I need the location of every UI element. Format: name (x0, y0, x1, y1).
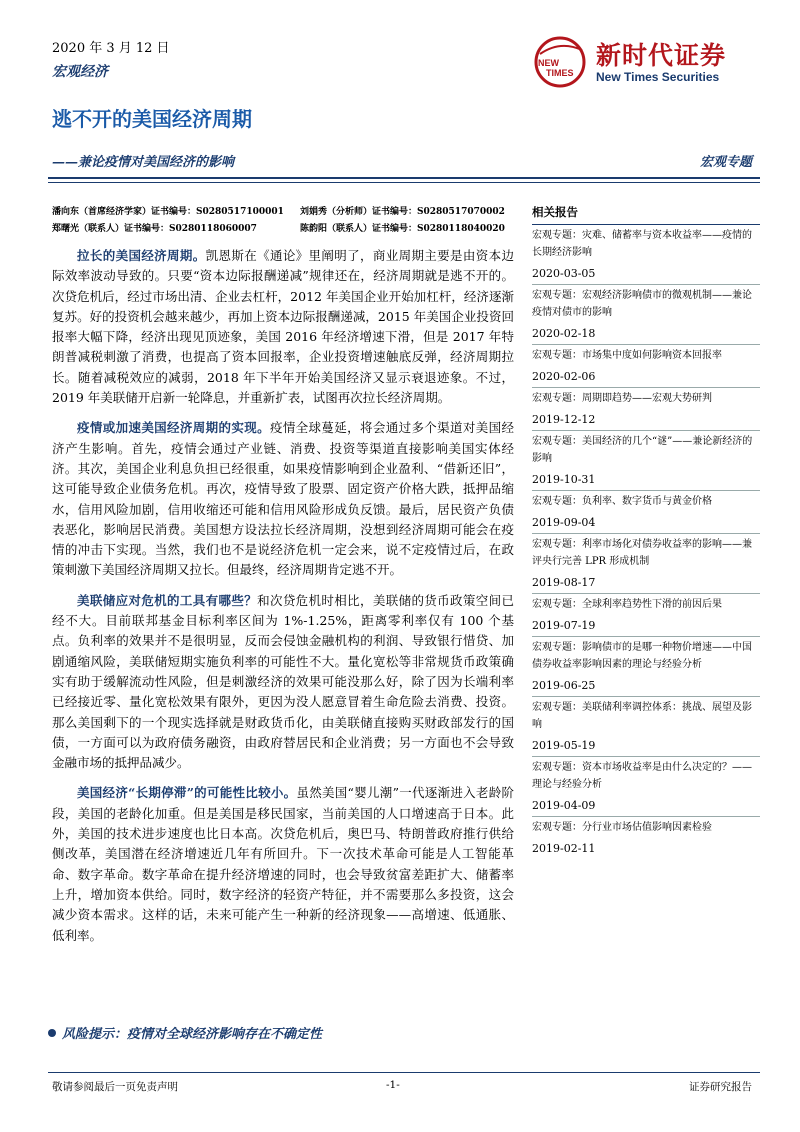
footer-divider (48, 1072, 760, 1073)
risk-label: 风险提示： (62, 1027, 128, 1042)
related-report-date: 2020-02-18 (532, 327, 596, 340)
related-report-item[interactable] (532, 756, 760, 816)
report-type-tag: 宏观专题 (699, 155, 752, 170)
author-3: 郑曙光（联系人）证书编号：S0280118060007 (52, 224, 257, 234)
related-report-date: 2019-12-12 (532, 413, 596, 426)
related-report-item[interactable] (532, 593, 760, 636)
footer-disclaimer: 敬请参阅最后一页免责声明 (52, 1081, 178, 1093)
brand-name-en: New Times Securities (596, 70, 720, 84)
risk-warning (48, 1023, 322, 1042)
header-divider (48, 177, 760, 179)
related-report-item[interactable] (532, 490, 760, 533)
paragraph-3-lead: 美联储应对危机的工具有哪些？ (77, 592, 258, 608)
paragraph-1-lead: 拉长的美国经济周期。 (77, 248, 206, 263)
related-report-title[interactable]: 宏观专题：负利率、数字货币与黄金价格 (532, 496, 712, 507)
author-block (52, 204, 512, 238)
related-report-item[interactable] (532, 816, 760, 859)
report-subtitle: ——兼论疫情对美国经济的影响 (52, 155, 235, 170)
related-report-date: 2019-05-19 (532, 739, 596, 752)
related-report-item[interactable] (532, 533, 760, 593)
paragraph-3-text: 和次贷危机时相比，美联储的货币政策空间已经不大。目前联邦基金目标利率区间为 1%-1.25%，距离零利率仅有 100 个基点。负利率的效果并不是很明显，反而会侵蚀金融机构的利润、导致银行惜贷、加剧通缩风险，美联储短期实施负利率的可能性不大。量化宽松等非常规货币政策确实有助于缓解流动性风险，但是刺激经济的效果可能没那么好，除了因为长端利率已经接近零、量化宽松效果有限外，更因为没人愿意冒着生命危险去消费、投资。那么美国剩下的一个现实选择就是财政货币化，由美联储直接购买财政部发行的国债，一方面可以为政府债务融资，由政府替居民和企业消费；另一方面也不会导致金融市场的抵押品减少。 (52, 592, 514, 771)
svg-text:TIMES: TIMES (546, 68, 574, 78)
footer-report-type: 证券研究报告 (689, 1081, 752, 1093)
related-report-item[interactable] (532, 284, 760, 344)
svg-text:NEW: NEW (538, 58, 559, 68)
related-reports-sidebar (532, 204, 760, 859)
author-4: 陈韵阳（联系人）证书编号：S0280118040020 (300, 224, 505, 234)
bullet-icon (48, 1029, 56, 1037)
main-body (52, 246, 514, 956)
paragraph-1 (52, 246, 514, 408)
related-report-title[interactable]: 宏观专题：全球利率趋势性下滑的前因后果 (532, 599, 722, 610)
related-report-date: 2019-04-09 (532, 799, 596, 812)
related-report-date: 2020-03-05 (532, 267, 596, 280)
related-report-item[interactable] (532, 344, 760, 387)
header-divider-thin (48, 182, 760, 183)
paragraph-2 (52, 418, 514, 580)
related-report-item[interactable] (532, 636, 760, 696)
related-report-title[interactable]: 宏观专题：美联储利率调控体系：挑战、展望及影响 (532, 702, 752, 730)
related-report-title[interactable]: 宏观专题：灾难、储蓄率与资本收益率——疫情的长期经济影响 (532, 230, 752, 258)
author-1: 潘向东（首席经济学家）证书编号：S0280517100001 (52, 207, 284, 217)
page-number: -1- (386, 1079, 400, 1091)
related-report-date: 2019-02-11 (532, 842, 596, 855)
brand-logo (532, 32, 772, 92)
paragraph-1-text: 凯恩斯在《通论》里阐明了，商业周期主要是由资本边际效率波动导致的。只要“资本边际报酬递减”规律还在，经济周期就是逃不开的。次贷危机后，经过市场出清、企业去杠杆，2012 年美国企业开始加杠杆，经济逐渐复苏。好的投资机会越来越少，再加上资本边际报酬递减，2015 年美国企业投资回报率大幅下降，经济出现见顶迹象，美国 2016 年经济增速下滑，但是 2017 年特朗普减税刺激了消费，也提高了资本回报率，企业投资增速触底反弹，经济周期拉长。随着减税效应的减弱，2018 年下半年开始美国经济又显示衰退迹象。不过，2019 年美联储开启新一轮降息，并重新扩表，试图再次拉长经济周期。 (52, 248, 514, 406)
brand-name-cn: 新时代证券 (596, 41, 727, 70)
report-title: 逃不开的美国经济周期 (52, 107, 252, 131)
report-date: 2020 年 3 月 12 日 (52, 41, 170, 56)
related-report-title[interactable]: 宏观专题：周期即趋势——宏观大势研判 (532, 393, 712, 404)
related-report-date: 2020-02-06 (532, 370, 596, 383)
risk-text: 疫情对全球经济影响存在不确定性 (127, 1027, 323, 1042)
related-report-title[interactable]: 宏观专题：市场集中度如何影响资本回报率 (532, 350, 722, 361)
paragraph-3 (52, 591, 514, 774)
related-report-date: 2019-10-31 (532, 473, 596, 486)
new-times-logo-icon (532, 32, 594, 92)
related-report-title[interactable]: 宏观专题：影响债市的是哪一种物价增速——中国债券收益率影响因素的理论与经验分析 (532, 642, 752, 670)
author-2: 刘娟秀（分析师）证书编号：S0280517070002 (300, 207, 505, 217)
related-report-item[interactable] (532, 387, 760, 430)
related-report-date: 2019-07-19 (532, 619, 596, 632)
related-report-title[interactable]: 宏观专题：宏观经济影响债市的微观机制——兼论疫情对债市的影响 (532, 290, 752, 318)
related-report-item[interactable] (532, 224, 760, 284)
related-report-date: 2019-08-17 (532, 576, 596, 589)
related-reports-list (532, 224, 760, 859)
related-report-title[interactable]: 宏观专题：利率市场化对债券收益率的影响——兼评央行完善 LPR 形成机制 (532, 539, 752, 567)
paragraph-4-lead: 美国经济“长期停滞”的可能性比较小。 (77, 785, 297, 801)
related-report-date: 2019-09-04 (532, 516, 596, 529)
related-report-date: 2019-06-25 (532, 679, 596, 692)
related-report-title[interactable]: 宏观专题：美国经济的几个“谜”——兼论新经济的影响 (532, 436, 753, 464)
report-category: 宏观经济 (52, 64, 108, 80)
paragraph-2-text: 疫情全球蔓延，将会通过多个渠道对美国经济产生影响。首先，疫情会通过产业链、消费、投资等渠道直接影响美国实体经济。其次，美国企业利息负担已经很重，如果疫情影响到企业盈利、“借新还旧”，这可能导致企业债务危机。再次，疫情导致了股票、固定资产价格大跌，抵押品缩水，信用风险加剧，信用收缩还可能和信用风险形成负反馈。最后，居民资产负债表恶化，影响居民消费。美国想方设法拉长经济周期，没想到经济周期可能会在疫情的冲击下实现。当然，我们也不是说经济危机一定会来，说不定疫情过后，在政策刺激下美国经济周期又拉长。但最终，经济周期肯定逃不开。 (52, 420, 514, 578)
related-report-item[interactable] (532, 696, 760, 756)
related-report-title[interactable]: 宏观专题：分行业市场估值影响因素检验 (532, 822, 712, 833)
sidebar-heading: 相关报告 (532, 205, 578, 219)
paragraph-4-text: 虽然美国“婴儿潮”一代逐渐进入老龄阶段，美国的老龄化加重。但是美国是移民国家，当前美国的人口增速高于日本。此外，美国的技术进步速度也比日本高。次贷危机后，奥巴马、特朗普政府推行供给侧改革，美国潜在经济增速近几年有所回升。下一次技术革命可能是人工智能革命、数字革命。数字革命在提升经济增速的同时，也会导致贫富差距扩大、储蓄率上升，增加资本供给。同时，数字经济的轻资产特征，并不需要那么多投资，这会减少资本需求。这样的话，未来可能产生一种新的经济现象——高增速、低通胀、低利率。 (52, 785, 514, 943)
related-report-item[interactable] (532, 430, 760, 490)
paragraph-2-lead: 疫情或加速美国经济周期的实现。 (77, 420, 270, 436)
related-report-title[interactable]: 宏观专题：资本市场收益率是由什么决定的？——理论与经验分析 (532, 762, 752, 790)
paragraph-4 (52, 783, 514, 945)
